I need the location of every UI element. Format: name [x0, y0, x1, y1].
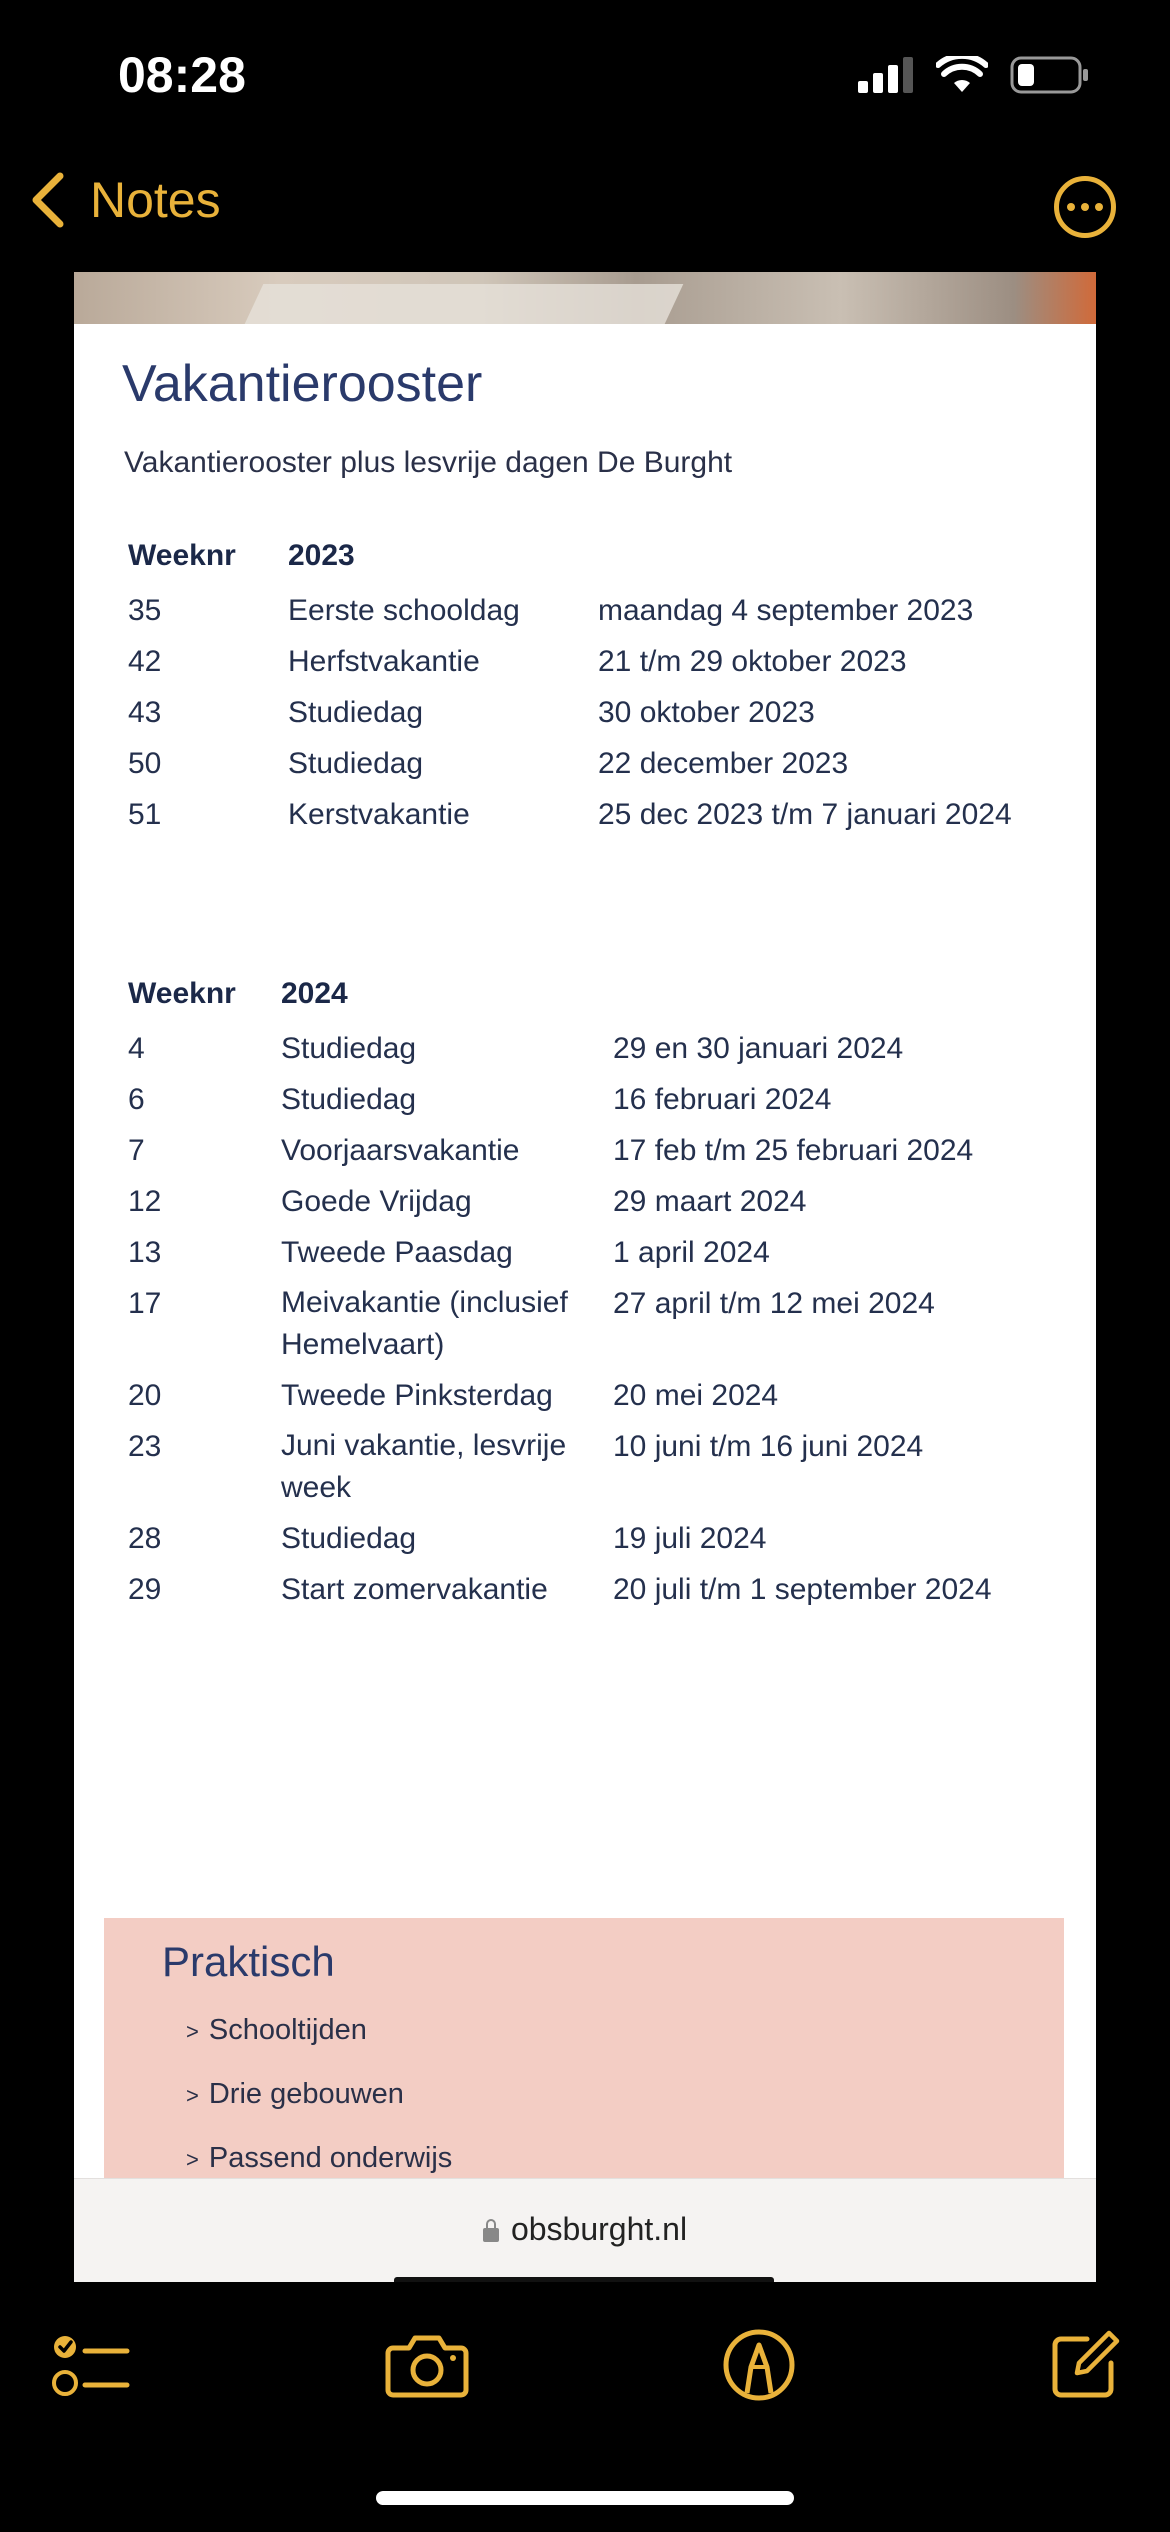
status-time: 08:28 [118, 47, 246, 103]
schedule-table-2024 [128, 972, 1073, 1619]
table-row [128, 793, 1078, 844]
date-cell: 29 en 30 januari 2024 [613, 1032, 904, 1065]
date-cell: 22 december 2023 [598, 747, 849, 780]
weeknr-cell: 6 [128, 1083, 145, 1116]
compose-icon [1049, 2329, 1121, 2401]
event-cell: Studiedag [288, 696, 424, 729]
table-row [128, 1129, 1073, 1180]
date-cell: maandag 4 september 2023 [598, 594, 974, 627]
checklist-button[interactable] [46, 2320, 136, 2410]
ellipsis-icon [1067, 203, 1075, 211]
home-indicator[interactable] [376, 2491, 794, 2505]
back-label: Notes [90, 172, 221, 228]
table-row [128, 1180, 1073, 1231]
table-row [128, 1078, 1073, 1129]
table-row [128, 1282, 1073, 1374]
table-header-row [128, 972, 1073, 1027]
battery-icon [1010, 56, 1090, 94]
weeknr-cell: 29 [128, 1573, 162, 1606]
event-cell: Tweede Pinksterdag [281, 1379, 553, 1412]
weeknr-cell: 20 [128, 1379, 162, 1412]
table-row [128, 742, 1078, 793]
link-schooltijden: Schooltijden [208, 2014, 367, 2046]
lock-icon [483, 2228, 499, 2242]
page-subtitle: Vakantierooster plus lesvrije dagen De Burght [124, 446, 733, 479]
status-icons [858, 56, 1090, 94]
date-cell: 10 juni t/m 16 juni 2024 [613, 1430, 924, 1463]
table-row [128, 1231, 1073, 1282]
date-cell: 16 februari 2024 [613, 1083, 832, 1116]
header-weeknr: Weeknr [128, 539, 236, 572]
praktisch-panel [104, 1918, 1064, 2178]
event-cell: Studiedag [281, 1032, 417, 1065]
header-photo [74, 272, 1096, 324]
date-cell: 1 april 2024 [613, 1236, 770, 1269]
date-cell: 20 mei 2024 [613, 1379, 779, 1412]
event-cell: Meivakantie (inclusief Hemelvaart) [281, 1286, 568, 1361]
link-passend-onderwijs: Passend onderwijs [208, 2142, 453, 2174]
header-year: 2023 [288, 539, 355, 572]
chevron-right-icon: > [186, 2019, 199, 2044]
date-cell: 25 dec 2023 t/m 7 januari 2024 [598, 798, 1012, 831]
weeknr-cell: 43 [128, 696, 162, 729]
chevron-right-icon: > [186, 2083, 199, 2108]
weeknr-cell: 35 [128, 594, 162, 627]
table-row [128, 1517, 1073, 1568]
weeknr-cell: 12 [128, 1185, 162, 1218]
browser-url-bar [74, 2178, 1096, 2282]
event-cell: Studiedag [281, 1083, 417, 1116]
link-drie-gebouwen: Drie gebouwen [208, 2078, 404, 2110]
date-cell: 19 juli 2024 [613, 1522, 767, 1555]
header-date [598, 534, 1078, 589]
markup-icon [721, 2327, 797, 2403]
date-cell: 17 feb t/m 25 februari 2024 [613, 1134, 974, 1167]
table-row [128, 691, 1078, 742]
event-cell: Studiedag [288, 747, 424, 780]
table-row [128, 640, 1078, 691]
event-cell: Herfstvakantie [288, 645, 480, 678]
event-cell: Tweede Paasdag [281, 1236, 513, 1269]
header-weeknr: Weeknr [128, 977, 236, 1010]
markup-button[interactable] [714, 2320, 804, 2410]
compose-button[interactable] [1040, 2320, 1130, 2410]
table-row [128, 1027, 1073, 1078]
weeknr-cell: 51 [128, 798, 162, 831]
weeknr-cell: 7 [128, 1134, 145, 1167]
wifi-icon [936, 56, 988, 94]
checklist-icon [51, 2325, 131, 2405]
date-cell: 21 t/m 29 oktober 2023 [598, 645, 907, 678]
table-row [128, 1425, 1073, 1517]
date-cell: 29 maart 2024 [613, 1185, 807, 1218]
cellular-signal-icon [858, 57, 914, 93]
weeknr-cell: 50 [128, 747, 162, 780]
chevron-left-icon [26, 170, 70, 230]
header-year: 2024 [281, 977, 348, 1010]
weeknr-cell: 42 [128, 645, 162, 678]
event-cell: Kerstvakantie [288, 798, 470, 831]
chevron-right-icon: > [186, 2147, 199, 2172]
event-cell: Voorjaarsvakantie [281, 1134, 520, 1167]
page-title: Vakantierooster [122, 355, 483, 413]
list-item [186, 2014, 452, 2078]
home-indicator-in-image [394, 2277, 774, 2282]
weeknr-cell: 4 [128, 1032, 145, 1065]
table-row [128, 589, 1078, 640]
event-cell: Start zomervakantie [281, 1573, 548, 1606]
url-text: obsburght.nl [510, 2211, 688, 2247]
camera-icon [385, 2330, 469, 2400]
praktisch-title: Praktisch [162, 1938, 335, 1985]
back-button[interactable] [26, 170, 221, 230]
header-date [613, 972, 1073, 1027]
event-cell: Studiedag [281, 1522, 417, 1555]
more-options-button[interactable] [1054, 176, 1116, 238]
event-cell: Eerste schooldag [288, 594, 520, 627]
event-cell: Goede Vrijdag [281, 1185, 472, 1218]
note-image[interactable] [74, 272, 1096, 2282]
table-row [128, 1374, 1073, 1425]
date-cell: 30 oktober 2023 [598, 696, 815, 729]
schedule-table-2023 [128, 534, 1078, 844]
table-header-row [128, 534, 1078, 589]
list-item [186, 2078, 452, 2142]
weeknr-cell: 13 [128, 1236, 162, 1269]
weeknr-cell: 23 [128, 1430, 162, 1463]
camera-button[interactable] [382, 2320, 472, 2410]
date-cell: 20 juli t/m 1 september 2024 [613, 1573, 992, 1606]
event-cell: Juni vakantie, lesvrije week [281, 1429, 567, 1504]
weeknr-cell: 17 [128, 1287, 162, 1320]
date-cell: 27 april t/m 12 mei 2024 [613, 1287, 935, 1320]
table-row [128, 1568, 1073, 1619]
weeknr-cell: 28 [128, 1522, 162, 1555]
bottom-toolbar [0, 2320, 1170, 2410]
